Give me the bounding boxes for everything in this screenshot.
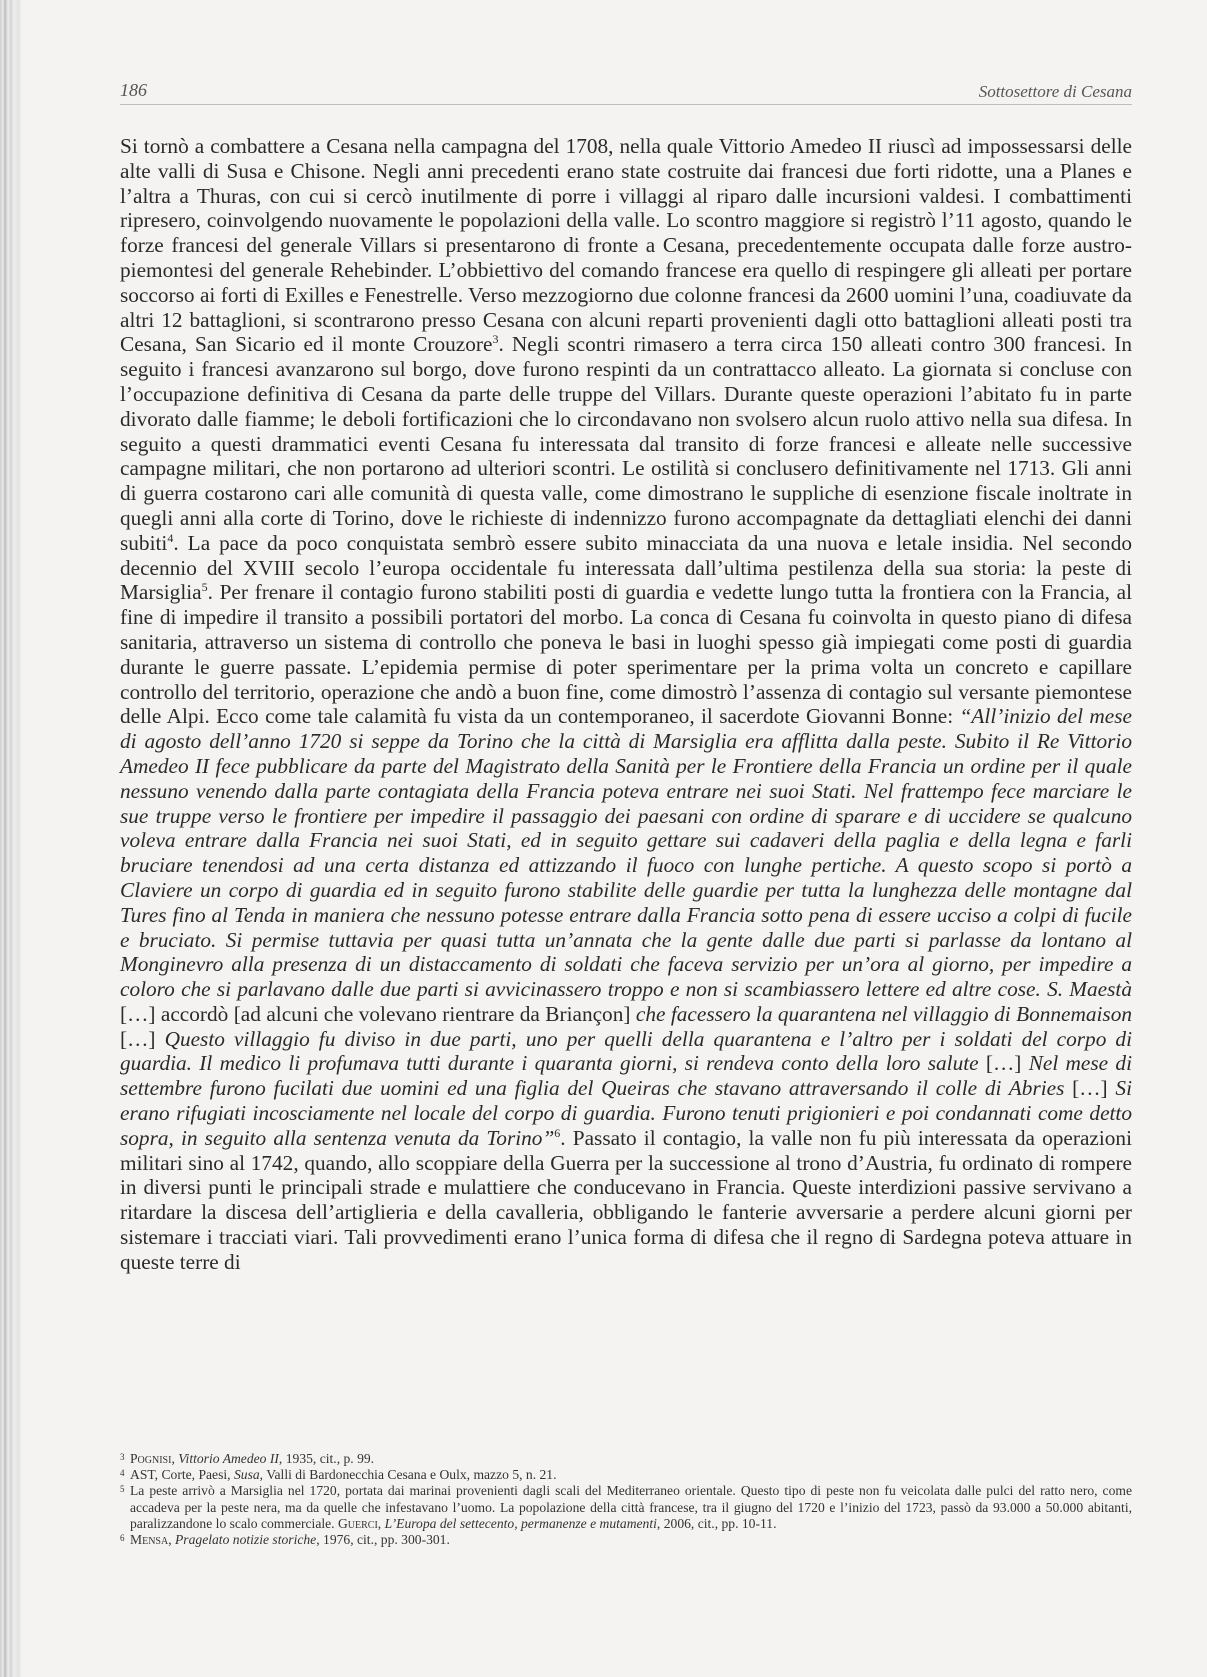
footnote-body: La peste arrivò a Marsiglia nel 1720, portata dai marinai provenienti dagli scali del Mediterraneo orientale. Questo tipo di peste non fu veicolata dalle pulci del ratto nero, come accadeva per la peste nera, ma da quelle che infestavano l’uomo. La popolazione della città francese, tra il giugno del 1720 e l’inizio del 1723, passò da 93.000 a 50.000 abitanti, paralizzandone lo scalo commerciale. <box>130 1483 1132 1531</box>
paragraph <box>120 134 1132 1275</box>
footnote-sep: , <box>171 1451 179 1466</box>
footnote <box>120 1483 1132 1532</box>
footnote-pre: AST, Corte, Paesi, <box>130 1467 234 1483</box>
text-segment: . Negli scontri rimasero a terra circa 150 alleati contro 300 francesi. In seguito i francesi avanzarono sul borgo, dove furono respinti da un contrattacco alleato. La giornata si concluse con l’occupazione definitiva di Cesana da parte delle truppe del Villars. Durante queste operazioni l’abitato fu in parte divorato dalle fiamme; le deboli fortificazioni che lo circondavano non svolsero alcun ruolo attivo nella sua difesa. In seguito a questi drammatici eventi Cesana fu interessata dal transito di forze francesi e alleate nelle successive campagne militari, che non portarono ad ulteriori scontri. Le ostilità si conclusero definitivamente nel 1713. Gli anni di guerra costarono cari alle comunità di questa valle, come dimostrano le suppliche di esenzione fiscale inoltrate in quegli anni alla corte di Torino, dove le richieste di indennizzo furono accompagnate da dettagliati elenchi dei danni subiti <box>120 332 1133 555</box>
footnote-title: Susa <box>233 1467 260 1483</box>
main-text <box>120 134 1132 1275</box>
footnote-ref: 5 <box>201 580 208 595</box>
page-header <box>120 80 1132 105</box>
footnote-ref: 4 <box>167 530 174 545</box>
footnote-text <box>130 1451 1132 1467</box>
quotation: Si erano rifugiati incosciamente nel locale del corpo di guardia. Furono tenuti prigionieri e poi condannati come detto sopra, in seguito alla sentenza venuta da Torino” <box>120 1076 1132 1150</box>
footnote-rest: , 2006, cit., pp. 10-11. <box>656 1515 777 1531</box>
footnote-rest: , Valli di Bardonecchia Cesana e Oulx, mazzo 5, n. 21. <box>259 1467 557 1483</box>
footnote-sep: , <box>168 1532 175 1548</box>
footnote-number: 5 <box>120 1484 125 1495</box>
footnote-rest: , 1935, cit., p. 99. <box>278 1451 375 1466</box>
footnote-number: 4 <box>120 1468 125 1479</box>
footnote <box>120 1467 1132 1483</box>
text-segment: […] <box>120 1026 165 1051</box>
quotation: “All’inizio del mese di agosto dell’anno 1720 si seppe da Torino che la città di Marsiglia era afflitta dalla peste. Subito il Re Vittorio Amedeo II fece pubblicare da parte del Magistrato della Sanità per le Frontiere della Francia un ordine per il quale nessuno venendo dalla parte contagiata della Francia poteva entrare nei suoi Stati. Nel frattempo fece marciare le sue truppe verso le frontiere per impedire il passaggio dei paesani con ordine di sparare e di uccidere se qualcuno voleva entrare dalla Francia nei suoi Stati, ed in seguito gettare sui cadaveri della paglia e della legna e farli bruciare tenendosi ad una certa distanza ed attizzando il fuoco con lunghe pertiche. A questo scopo si portò a Claviere un corpo di guardia ed in seguito furono stabilite delle guardie per tutta la lunghezza delle montagne dal Tures fino al Tenda in maniera che nessuno potesse entrare dalla Francia sotto pena di essere ucciso a colpi di fucile e bruciato. Si permise tuttavia per quasi tutta un’annata che la gente dalle due parti si parlasse da lontano al Monginevro alla presenza di un distaccamento di soldati che faceva servizio per un’ora al giorno, per impedire a coloro che si parlavano dalle due parti si avvicinassero troppo e non si scambiassero lettere ed altre cose. S. Maestà <box>120 704 1133 1002</box>
footnote-author: Mensa <box>130 1532 169 1548</box>
text-segment: . Per frenare il contagio furono stabiliti posti di guardia e vedette lungo tutta la frontiera con la Francia, al fine di impedire il transito a possibili portatori del morbo. La conca di Cesana fu coinvolta in questo piano di difesa sanitaria, attraverso un sistema di controllo che poneva le basi in luoghi spesso già impiegati come posti di guardia durante le guerre passate. L’epidemia permise di poter sperimentare per la prima volta un concreto e capillare controllo del territorio, operazione che andò a buon fine, come dimostrò l’assenza di contagio sul versante piemontese delle Alpi. Ecco come tale calamità fu vista da un contemporaneo, il sacerdote Giovanni Bonne: <box>120 580 1132 729</box>
footnote-title: L’Europa del settecento, permanenze e mutamenti <box>384 1515 657 1531</box>
text-segment: . La pace da poco conquistata sembrò essere subito minacciata da una nuova e letale insidia. Nel secondo decennio del XVIII secolo l’europa occidentale fu interessata dall’ultima pestilenza della sua storia: la peste di Marsiglia <box>120 530 1132 605</box>
footnote <box>120 1451 1132 1467</box>
footnote-text <box>130 1467 1132 1483</box>
text-segment: […] accordò [ad alcuni che volevano rientrare da Briançon] <box>120 1001 636 1026</box>
text-segment: […] <box>1072 1076 1116 1101</box>
page-number: 186 <box>120 80 147 100</box>
footnote-title: Pragelato notizie storiche <box>175 1532 317 1548</box>
footnote-ref: 3 <box>492 332 499 347</box>
footnote-title: Vittorio Amedeo II <box>178 1451 279 1466</box>
text-segment: Si tornò a combattere a Cesana nella campagna del 1708, nella quale Vittorio Amedeo II riuscì ad impossessarsi delle alte valli di Susa e Chisone. Negli anni precedenti erano state costruite dai francesi due forti ridotte, una a Planes e l’altra a Thuras, con cui si cercò inutilmente di porre i villaggi al riparo dalle incursioni valdesi. I combattimenti ripresero, coinvolgendo nuovamente le popolazioni della valle. Lo scontro maggiore si registrò l’11 agosto, quando le forze francesi del generale Villars si presentarono di fronte a Cesana, precedentemente occupata dalle forze austro-piemontesi del generale Rehebinder. L’obbiettivo del comando francese era quello di respingere gli alleati per portare soccorso ai forti di Exilles e Fenestrelle. Verso mezzogiorno due colonne francesi da 2600 uomini l’una, coadiuvate da altri 12 battaglioni, si scontrarono presso Cesana con alcuni reparti provenienti dagli otto battaglioni alleati posti tra Cesana, San Sicario ed il monte Crouzore <box>120 134 1132 357</box>
footnote-author: Guerci <box>337 1515 378 1531</box>
footnote <box>120 1532 1132 1548</box>
footnote-sep: , <box>377 1515 385 1531</box>
running-head: Sottosettore di Cesana <box>978 82 1132 101</box>
quotation: Nel mese di settembre furono fucilati due uomini ed una figlia del Queiras che stavano attraversando il colle di Abries <box>120 1051 1132 1101</box>
text-segment: . Passato il contagio, la valle non fu più interessata da operazioni militari sino al 1742, quando, allo scoppiare della Guerra per la successione al trono d’Austria, fu ordinato di rompere in diversi punti le principali strade e mulattiere che conducevano in Francia. Queste interdizioni passive servivano a ritardare la discesa dell’artiglieria e della cavalleria, obbligando le fanterie avversarie a perdere alcuni giorni per sistemare i tracciati viari. Tali provvedimenti erano l’unica forma di difesa che il regno di Sardegna poteva attuare in queste terre di <box>120 1125 1132 1274</box>
quotation: Questo villaggio fu diviso in due parti, uno per quelli della quarantena e l’altro per i soldati del corpo di guardia. Il medico li profumava tutti durante i quaranta giorni, si rendeva conto della loro salute <box>120 1026 1133 1076</box>
footnote-text <box>130 1532 1132 1548</box>
footnote-number: 3 <box>120 1452 125 1462</box>
footnote-text <box>130 1483 1132 1532</box>
text-segment: […] <box>985 1051 1029 1076</box>
footnote-rest: , 1976, cit., pp. 300-301. <box>316 1532 450 1548</box>
quotation: che facessero la quarantena nel villaggio di Bonnemaison <box>635 1001 1133 1026</box>
footnote-author: Pognisi <box>130 1451 172 1466</box>
book-binding-edge <box>0 0 22 1677</box>
footnote-number: 6 <box>120 1533 125 1544</box>
footnote-ref: 6 <box>554 1125 561 1140</box>
footnotes <box>120 1451 1132 1548</box>
